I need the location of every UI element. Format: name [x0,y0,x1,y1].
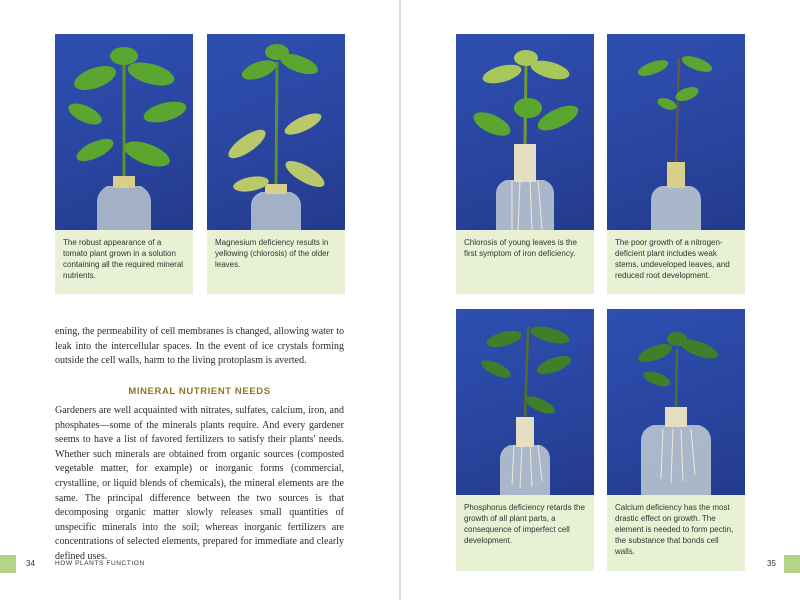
running-head: HOW PLANTS FUNCTION [55,560,145,567]
photo-healthy-tomato-plant [55,34,193,230]
photo-calcium-deficient-plant [607,309,745,495]
photo-phosphorus-deficient-plant [456,309,594,495]
photo-card-nitrogen-deficiency [607,34,745,294]
right-page [401,0,800,600]
photo-card-iron-deficiency [456,34,594,294]
caption-phosphorus-deficiency: Phosphorus deficiency retards the growth of all plant parts, a consequence of imperfect cell development. [456,495,594,571]
photo-magnesium-deficient-plant [207,34,345,230]
caption-iron-deficiency: Chlorosis of young leaves is the first symptom of iron deficiency. [456,230,594,294]
caption-magnesium-deficiency: Magnesium deficiency results in yellowing (chlorosis) of the older leaves. [207,230,345,294]
continuation-paragraph: ening, the permeability of cell membranes is changed, allowing water to leak into the intercellular spaces. In the event of ice crystals forming outside the cell walls, harm to the living protoplasm is averted. [55,326,344,367]
photo-card-healthy-plant [55,34,193,294]
left-page [0,0,399,600]
section-heading: MINERAL NUTRIENT NEEDS [128,386,271,397]
folio-tab-left [0,555,16,573]
photo-nitrogen-deficient-plant [607,34,745,230]
photo-card-calcium-deficiency [607,309,745,571]
caption-healthy-plant: The robust appearance of a tomato plant grown in a solution containing all the required mineral nutrients. [55,230,193,294]
photo-card-phosphorus-deficiency [456,309,594,571]
caption-nitrogen-deficiency: The poor growth of a nitrogen-deficient plant includes weak stems, undeveloped leaves, and reduced root development. [607,230,745,294]
photo-iron-deficient-plant [456,34,594,230]
page-number-left: 34 [26,559,35,568]
folio-tab-right [784,555,800,573]
page-number-right: 35 [767,559,776,568]
section-paragraph: Gardeners are well acquainted with nitrates, sulfates, calcium, iron, and phosphates—some of the minerals plants require. And every gardener seems to have a list of favored fertilizers to satisfy their plants' needs. Whether such minerals are obtained from organic sources (composted vegetable matter, for example) or inorganic forms (commercial, crystalline, or liquid blends of chemicals), the mineral elements are the same. The principal difference between the two sources is that decomposing organic matter slowly releases small quantities of unspecific minerals into the soil; whereas inorganic fertilizers are concentrations of selected elements, prepared for immediate and clearly defined uses. [55,405,344,562]
caption-calcium-deficiency: Calcium deficiency has the most drastic effect on growth. The element is needed to form pectin, the substance that bonds cell walls. [607,495,745,571]
photo-card-magnesium-deficiency [207,34,345,294]
